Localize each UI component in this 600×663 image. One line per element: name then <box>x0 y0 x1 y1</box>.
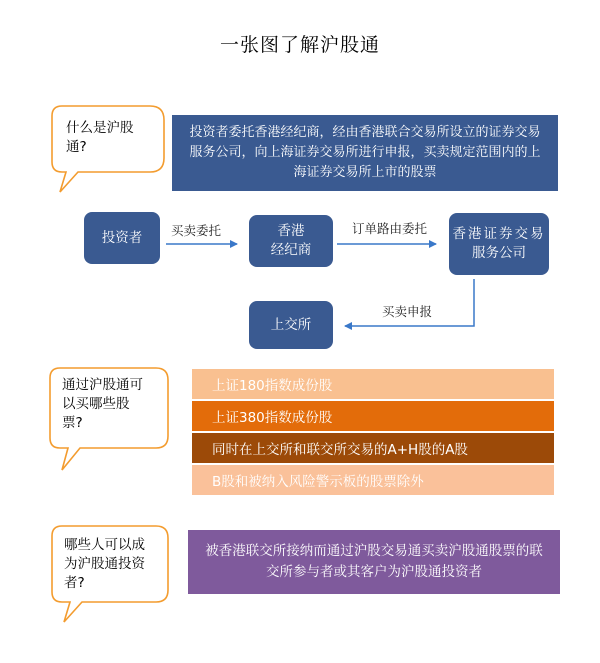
stock-item-4-exclusion: B股和被纳入风险警示板的股票除外 <box>192 465 554 495</box>
question-who-can-invest: 哪些人可以成 为沪股通投资 者? <box>64 537 145 591</box>
investor-definition-box <box>188 530 560 594</box>
edge-label-declaration: 买卖申报 <box>382 304 433 319</box>
question-what-stocks: 通过沪股通可 以买哪些股 票? <box>62 377 143 431</box>
question-what-is: 什么是沪股 通? <box>66 120 134 155</box>
stock-item-1: 上证180指数成份股 <box>192 369 554 399</box>
definition-box <box>172 115 558 191</box>
investor-definition-text: 被香港联交所接纳而通过沪股交易通买卖沪股通股票的联交所参与者或其客户为沪股通投资者 <box>205 543 543 580</box>
node-sse: 上交所 <box>249 301 333 349</box>
definition-text: 投资者委托香港经纪商，经由香港联合交易所设立的证券交易服务公司，向上海证券交易所进行申报，买卖规定范围内的上海证券交易所上市的股票 <box>189 125 541 180</box>
edge-label-order-routing: 订单路由委托 <box>352 221 428 236</box>
edge-label-trade-entrust: 买卖委托 <box>171 223 222 238</box>
stock-item-3: 同时在上交所和联交所交易的A+H股的A股 <box>192 433 554 463</box>
node-hk-broker: 香港 经纪商 <box>249 215 333 267</box>
page-title: 一张图了解沪股通 <box>219 34 380 56</box>
stock-item-2: 上证380指数成份股 <box>192 401 554 431</box>
node-hk-service-company: 香港证券交易 服务公司 <box>449 213 549 275</box>
node-investor: 投资者 <box>84 212 160 264</box>
